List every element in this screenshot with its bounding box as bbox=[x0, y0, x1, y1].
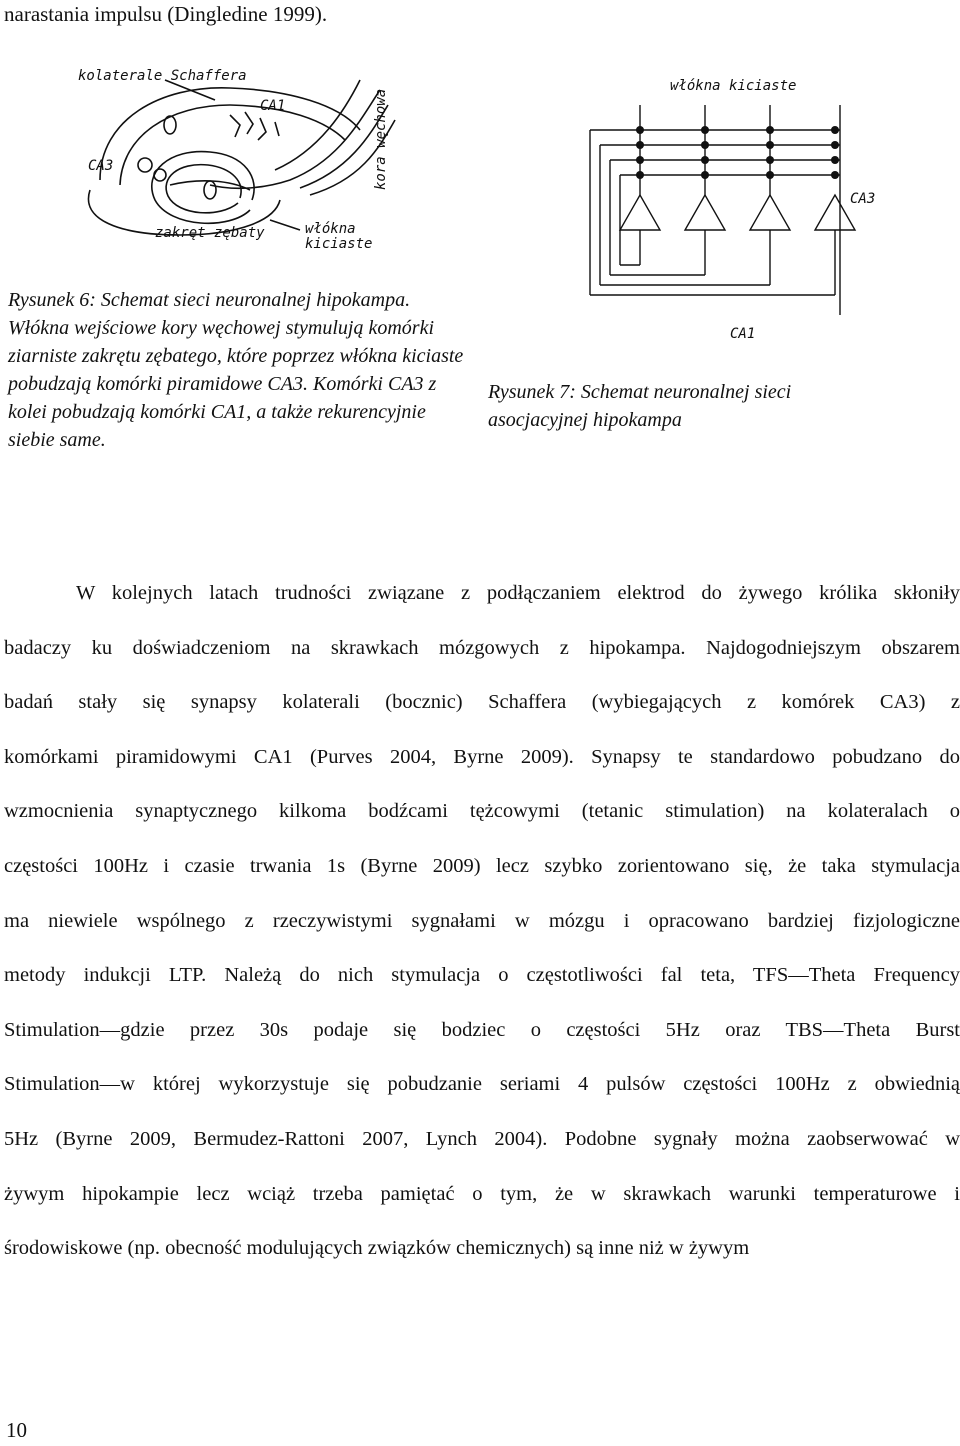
label-ca3: CA3 bbox=[88, 158, 114, 174]
body-line: badań stały się synapsy kolaterali (bocznic) Schaffera (wybiegających z komórek CA3) z bbox=[4, 691, 960, 714]
body-line: metody indukcji LTP. Należą do nich stymulacja o częstotliwości fal teta, TFS—Theta Frequency bbox=[4, 964, 960, 987]
body-line: 5Hz (Byrne 2009, Bermudez-Rattoni 2007, Lynch 2004). Podobne sygnały można zaobserwować w bbox=[4, 1127, 960, 1150]
network-figure bbox=[550, 70, 890, 350]
label-zakret: zakręt zębaty bbox=[155, 225, 265, 241]
label-kora: kora węchowa bbox=[373, 88, 389, 190]
label-wlokna-1: włókna bbox=[305, 221, 356, 237]
label-ca1-net: CA1 bbox=[730, 326, 756, 342]
body-line: ma niewiele wspólnego z rzeczywistymi sygnałami w mózgu i opracowano bardziej fizjologiczne bbox=[4, 909, 960, 932]
body-line: środowiskowe (np. obecność modulujących związków chemicznych) są inne niż w żywym bbox=[4, 1237, 750, 1260]
label-ca3-net: CA3 bbox=[850, 191, 876, 207]
figure6-caption: Rysunek 6: Schemat sieci neuronalnej hipokampa. Włókna wejściowe kory węchowej stymulują komórki ziarniste zakrętu zębatego, które poprzez włókna kiciaste pobudzają komórki piramidowe CA3. Komórki CA3 z kolei pobudzają komórki CA1, a także rekurencyjnie siebie same. bbox=[8, 289, 464, 451]
body-line: W kolejnych latach trudności związane z podłączaniem elektrod do żywego królika skłoniły bbox=[76, 582, 960, 604]
label-wlokna-kiciaste: włókna kiciaste bbox=[670, 78, 797, 94]
label-ca1: CA1 bbox=[260, 98, 286, 114]
hippocampus-figure bbox=[60, 60, 400, 260]
label-wlokna-2: kiciaste bbox=[305, 236, 373, 252]
body-line: wzmocnienia synaptycznego kilkoma bodźcami tężcowymi (tetanic stimulation) na kolateralach o bbox=[4, 800, 960, 823]
body-line: komórkami piramidowymi CA1 (Purves 2004, Byrne 2009). Synapsy te standardowo pobudzano do bbox=[4, 745, 960, 768]
label-schaffer: kolaterale Schaffera bbox=[78, 68, 247, 84]
body-line: Stimulation—gdzie przez 30s podaje się bodziec o częstości 5Hz oraz TBS—Theta Burst bbox=[4, 1018, 960, 1041]
body-line: częstości 100Hz i czasie trwania 1s (Byrne 2009) lecz szybko zorientowano się, że taka stymulacja bbox=[4, 854, 960, 877]
figure7-caption: Rysunek 7: Schemat neuronalnej sieci asocjacyjnej hipokampa bbox=[488, 381, 792, 431]
body-line: Stimulation—w której wykorzystuje się pobudzanie seriami 4 pulsów częstości 100Hz z obwiednią bbox=[4, 1073, 960, 1096]
body-line: żywym hipokampie lecz wciąż trzeba pamiętać o tym, że w skrawkach warunki temperaturowe i bbox=[4, 1182, 960, 1205]
page-number: 10 bbox=[6, 1418, 27, 1442]
body-line: badaczy ku doświadczeniom na skrawkach mózgowych z hipokampa. Najdogodniejszym obszarem bbox=[4, 636, 960, 659]
body-paragraph bbox=[4, 566, 960, 1276]
header-line: narastania impulsu (Dingledine 1999). bbox=[4, 2, 328, 26]
